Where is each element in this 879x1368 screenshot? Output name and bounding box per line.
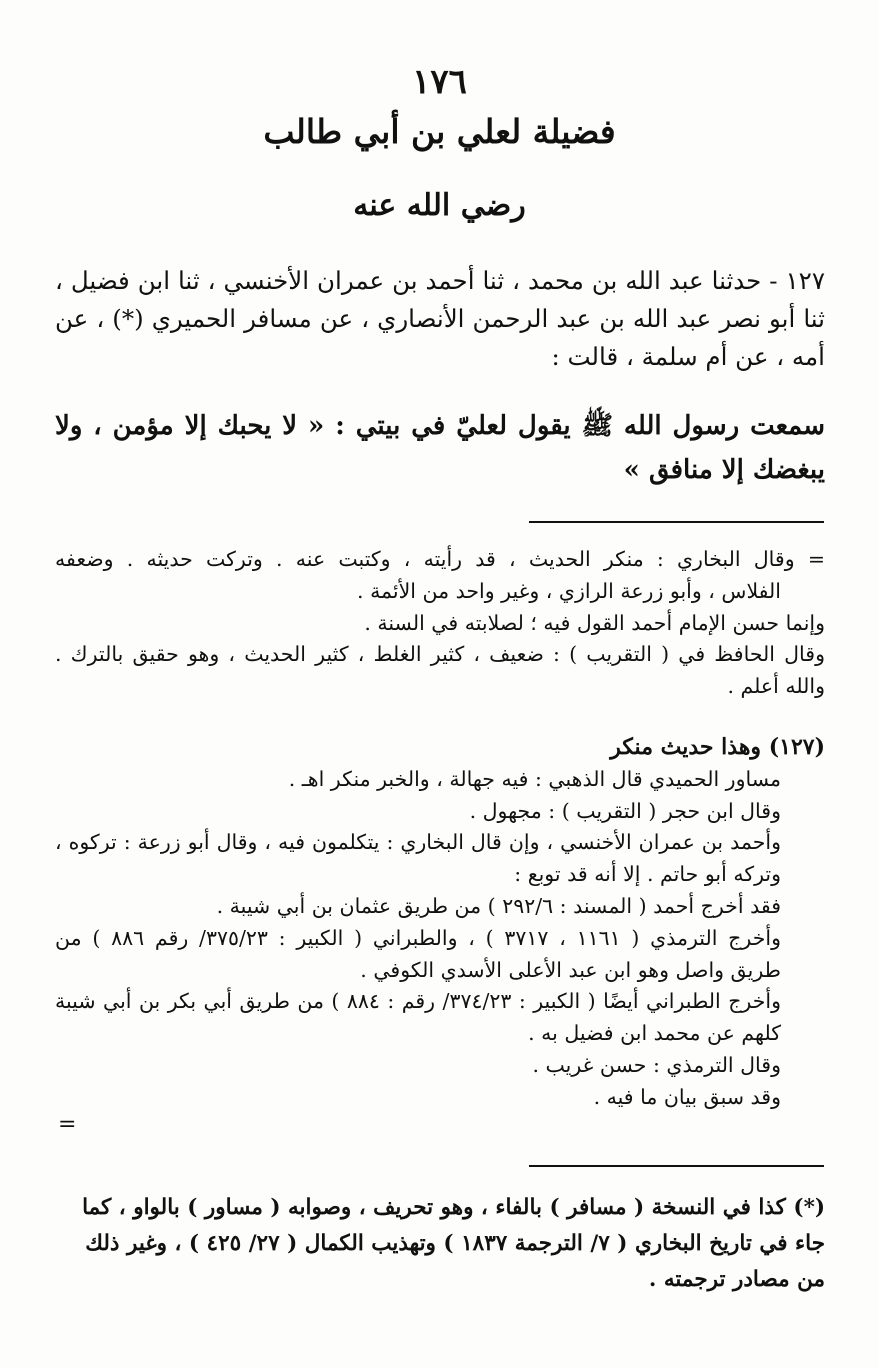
footnote-line: وأحمد بن عمران الأخنسي ، وإن قال البخاري : يتكلمون فيه ، وقال أبو زرعة : تركوه ، bbox=[55, 830, 781, 855]
page-number: ١٧٦ bbox=[412, 62, 467, 102]
editor-note-separator bbox=[529, 1165, 824, 1167]
footnote-line: وقال ابن حجر ( التقريب ) : مجهول . bbox=[469, 798, 781, 823]
footnote-line: وقال الحافظ في ( التقريب ) : ضعيف ، كثير الغلط ، كثير الحديث ، وهو حقيق بالترك . bbox=[55, 642, 825, 667]
footnote-line: الفلاس ، وأبو زرعة الرازي ، وغير واحد من الأئمة . bbox=[357, 578, 781, 603]
chapter-title: فضيلة لعلي بن أبي طالب bbox=[263, 112, 616, 151]
footnote-continued bbox=[55, 544, 825, 703]
chapter-subtitle: رضي الله عنه bbox=[353, 188, 526, 223]
footnote-line: وقال الترمذي : حسن غريب . bbox=[532, 1052, 781, 1077]
footnote-separator bbox=[529, 521, 824, 523]
editor-note: (*) كذا في النسخة ( مسافر ) بالفاء ، وهو تحريف ، وصوابه ( مساور ) بالواو ، كما جاء في تاريخ البخاري ( ٧/ الترجمة ١٨٣٧ ) وتهذيب الكمال ( ٢٧/ ٤٢٥ ) ، وغير ذلك من مصادر ترجمته . bbox=[82, 1195, 825, 1292]
footnote-line: طريق واصل وهو ابن عبد الأعلى الأسدي الكوفي . bbox=[360, 957, 781, 982]
footnote-line: وتركه أبو حاتم . إلا أنه قد توبع : bbox=[514, 862, 781, 887]
footnote-127 bbox=[55, 732, 825, 1114]
footnote-line: فقد أخرج أحمد ( المسند : ٢٩٢/٦ ) من طريق عثمان بن أبي شيبة . bbox=[216, 893, 781, 918]
hadith-isnad: ١٢٧ - حدثنا عبد الله بن محمد ، ثنا أحمد بن عمران الأخنسي ، ثنا ابن فضيل ، ثنا أبو نصر عبد الله بن عبد الرحمن الأنصاري ، عن مسافر الحميري (*) ، عن أمه ، عن أم سلمة ، قالت : bbox=[55, 266, 825, 371]
footnote-line: وأخرج الطبراني أيضًا ( الكبير : ٣٧٤/٢٣/ رقم : ٨٨٤ ) من طريق أبي بكر بن أبي شيبة bbox=[55, 989, 782, 1014]
footnote-line: وإنما حسن الإمام أحمد القول فيه ؛ لصلابته في السنة . bbox=[364, 610, 825, 635]
footnote-line: وأخرج الترمذي ( ١١٦١ ، ٣٧١٧ ) ، والطبراني ( الكبير : ٣٧٥/٢٣/ رقم ٨٨٦ ) من bbox=[55, 925, 781, 950]
footnote-heading: (١٢٧) وهذا حديث منكر bbox=[610, 734, 825, 760]
footnote-line: وقد سبق بيان ما فيه . bbox=[593, 1084, 781, 1109]
footnote-line: والله أعلم . bbox=[727, 674, 825, 699]
footnote-line: كلهم عن محمد ابن فضيل به . bbox=[528, 1021, 781, 1046]
footnote-line: = وقال البخاري : منكر الحديث ، قد رأيته ، وكتبت عنه . وتركت حديثه . وضعفه bbox=[55, 547, 825, 571]
hadith-matn: سمعت رسول الله ﷺ يقول لعليّ في بيتي : « لا يحبك إلا مؤمن ، ولا يبغضك إلا منافق » bbox=[55, 411, 825, 485]
footnote-line: مساور الحميدي قال الذهبي : فيه جهالة ، والخبر منكر اهـ . bbox=[288, 766, 781, 791]
continuation-mark: = bbox=[58, 1112, 77, 1137]
